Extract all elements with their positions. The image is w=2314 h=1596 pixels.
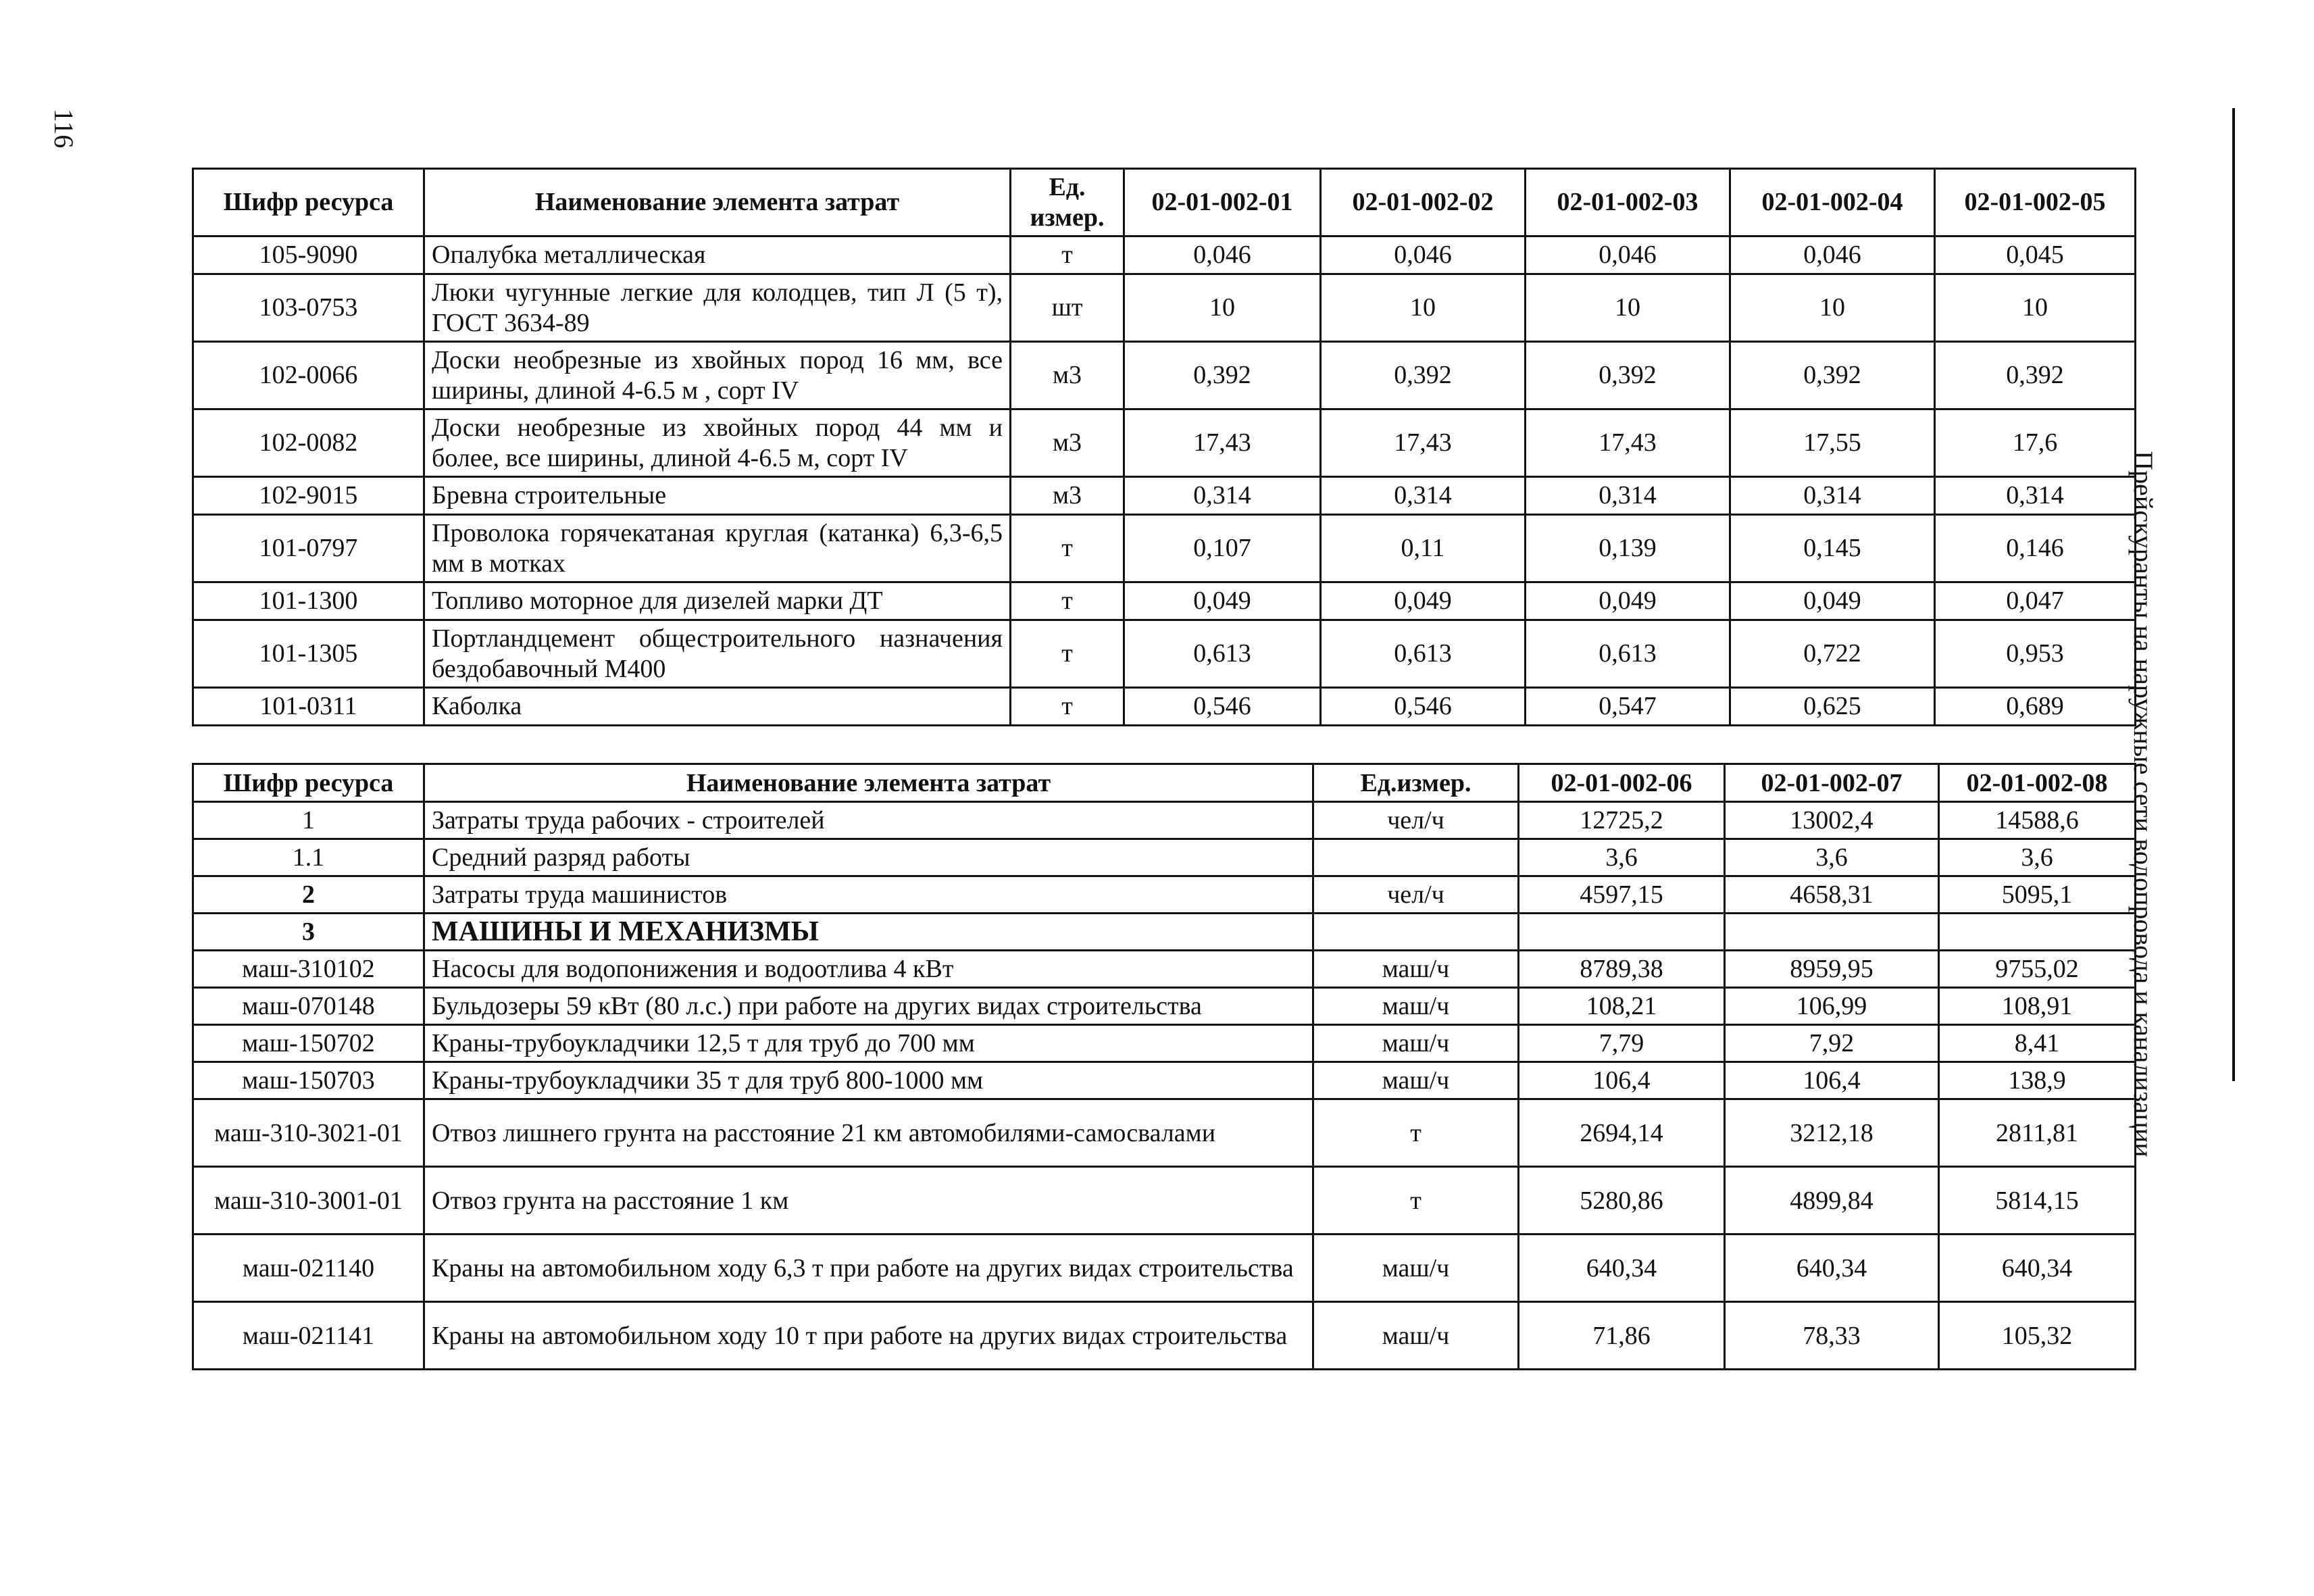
value-cell: 4899,84: [1725, 1167, 1939, 1235]
resource-code-cell: маш-070148: [193, 988, 424, 1025]
value-cell: 5095,1: [1939, 876, 2136, 914]
value-cell: [1939, 914, 2136, 951]
header-cell: 02-01-002-01: [1124, 169, 1321, 236]
resource-name-cell: Опалубка металлическая: [424, 236, 1011, 274]
resource-name-cell: Затраты труда рабочих - строителей: [424, 802, 1313, 839]
header-cell: Шифр ресурса: [193, 169, 424, 236]
value-cell: 17,6: [1935, 409, 2136, 477]
value-cell: 0,046: [1124, 236, 1321, 274]
value-cell: 2811,81: [1939, 1099, 2136, 1167]
value-cell: 0,049: [1124, 582, 1321, 620]
section-row: [193, 914, 2136, 951]
resource-code-cell: 1: [193, 802, 424, 839]
value-cell: 0,314: [1124, 477, 1321, 515]
value-cell: 105,32: [1939, 1302, 2136, 1370]
resource-code-cell: 2: [193, 876, 424, 914]
value-cell: 2694,14: [1519, 1099, 1725, 1167]
unit-cell: [1313, 839, 1519, 876]
header-cell: Ед.измер.: [1313, 764, 1519, 802]
value-cell: [1519, 914, 1725, 951]
resource-name-cell: Средний разряд работы: [424, 839, 1313, 876]
resource-code-cell: 105-9090: [193, 236, 424, 274]
value-cell: 0,314: [1730, 477, 1935, 515]
value-cell: 78,33: [1725, 1302, 1939, 1370]
value-cell: 8,41: [1939, 1025, 2136, 1062]
header-cell: 02-01-002-03: [1526, 169, 1730, 236]
resource-code-cell: 3: [193, 914, 424, 951]
table-header-row: [193, 169, 2136, 236]
table-row: [193, 477, 2136, 515]
unit-cell: маш/ч: [1313, 988, 1519, 1025]
value-cell: 0,046: [1526, 236, 1730, 274]
header-cell: Шифр ресурса: [193, 764, 424, 802]
header-cell: 02-01-002-06: [1519, 764, 1725, 802]
value-cell: 0,392: [1935, 342, 2136, 409]
value-cell: 14588,6: [1939, 802, 2136, 839]
value-cell: 71,86: [1519, 1302, 1725, 1370]
resource-name-cell: Портландцемент общестроительного назначения бездобавочный М400: [424, 620, 1011, 688]
table-row: [193, 951, 2136, 988]
header-cell: 02-01-002-04: [1730, 169, 1935, 236]
table-row: [193, 342, 2136, 409]
unit-cell: маш/ч: [1313, 1302, 1519, 1370]
value-cell: 106,4: [1519, 1062, 1725, 1099]
value-cell: 12725,2: [1519, 802, 1725, 839]
value-cell: 8959,95: [1725, 951, 1939, 988]
resource-code-cell: маш-310-3021-01: [193, 1099, 424, 1167]
resource-code-cell: 102-0066: [193, 342, 424, 409]
value-cell: 0,107: [1124, 515, 1321, 582]
value-cell: 0,613: [1526, 620, 1730, 688]
table-row: [193, 582, 2136, 620]
table-row: [193, 1025, 2136, 1062]
unit-cell: т: [1011, 515, 1124, 582]
value-cell: 640,34: [1725, 1235, 1939, 1302]
resource-name-cell: Бревна строительные: [424, 477, 1011, 515]
value-cell: 5814,15: [1939, 1167, 2136, 1235]
value-cell: 17,43: [1321, 409, 1526, 477]
resource-name-cell: Проволока горячекатаная круглая (катанка) 6,3-6,5 мм в мотках: [424, 515, 1011, 582]
value-cell: [1725, 914, 1939, 951]
table-row: [193, 236, 2136, 274]
resource-name-cell: Отвоз лишнего грунта на расстояние 21 км автомобилями-самосвалами: [424, 1099, 1313, 1167]
resource-code-cell: 103-0753: [193, 274, 424, 342]
value-cell: 0,046: [1321, 236, 1526, 274]
value-cell: 0,613: [1124, 620, 1321, 688]
resource-code-cell: 101-0797: [193, 515, 424, 582]
value-cell: 0,049: [1730, 582, 1935, 620]
resource-name-cell: Каболка: [424, 688, 1011, 726]
value-cell: 0,145: [1730, 515, 1935, 582]
running-title: Прейскуранты на наружные сети водопровода и канализации: [2128, 451, 2159, 1157]
table-row: [193, 1062, 2136, 1099]
value-cell: 138,9: [1939, 1062, 2136, 1099]
value-cell: 3212,18: [1725, 1099, 1939, 1167]
value-cell: 10: [1526, 274, 1730, 342]
value-cell: 17,43: [1124, 409, 1321, 477]
value-cell: 7,79: [1519, 1025, 1725, 1062]
table-row: [193, 876, 2136, 914]
resource-name-cell: Отвоз грунта на расстояние 1 км: [424, 1167, 1313, 1235]
header-cell: 02-01-002-08: [1939, 764, 2136, 802]
value-cell: 0,049: [1321, 582, 1526, 620]
value-cell: 108,91: [1939, 988, 2136, 1025]
value-cell: 0,314: [1321, 477, 1526, 515]
table-row: [193, 274, 2136, 342]
value-cell: 0,314: [1935, 477, 2136, 515]
value-cell: 17,55: [1730, 409, 1935, 477]
section-title: МАШИНЫ И МЕХАНИЗМЫ: [424, 914, 1313, 951]
unit-cell: чел/ч: [1313, 876, 1519, 914]
unit-cell: маш/ч: [1313, 1235, 1519, 1302]
table-row: [193, 1302, 2136, 1370]
unit-cell: маш/ч: [1313, 951, 1519, 988]
value-cell: 17,43: [1526, 409, 1730, 477]
resource-name-cell: Люки чугунные легкие для колодцев, тип Л (5 т), ГОСТ 3634-89: [424, 274, 1011, 342]
value-cell: 0,546: [1321, 688, 1526, 726]
header-cell: Наименование элемента затрат: [424, 169, 1011, 236]
value-cell: 0,047: [1935, 582, 2136, 620]
value-cell: 0,689: [1935, 688, 2136, 726]
value-cell: 0,625: [1730, 688, 1935, 726]
unit-cell: т: [1011, 582, 1124, 620]
resource-name-cell: Насосы для водопонижения и водоотлива 4 кВт: [424, 951, 1313, 988]
value-cell: 106,99: [1725, 988, 1939, 1025]
resource-name-cell: Краны-трубоукладчики 12,5 т для труб до 700 мм: [424, 1025, 1313, 1062]
resource-code-cell: 101-0311: [193, 688, 424, 726]
unit-cell: т: [1011, 620, 1124, 688]
unit-cell: маш/ч: [1313, 1062, 1519, 1099]
value-cell: 0,392: [1321, 342, 1526, 409]
value-cell: 108,21: [1519, 988, 1725, 1025]
value-cell: 13002,4: [1725, 802, 1939, 839]
unit-cell: шт: [1011, 274, 1124, 342]
value-cell: 10: [1935, 274, 2136, 342]
value-cell: 5280,86: [1519, 1167, 1725, 1235]
value-cell: 10: [1321, 274, 1526, 342]
resource-name-cell: Доски необрезные из хвойных пород 16 мм, все ширины, длиной 4-6.5 м , сорт IV: [424, 342, 1011, 409]
value-cell: 106,4: [1725, 1062, 1939, 1099]
value-cell: 10: [1124, 274, 1321, 342]
table-row: [193, 620, 2136, 688]
value-cell: 7,92: [1725, 1025, 1939, 1062]
value-cell: 0,546: [1124, 688, 1321, 726]
value-cell: 640,34: [1939, 1235, 2136, 1302]
unit-cell: т: [1313, 1167, 1519, 1235]
header-cell: Наименование элемента затрат: [424, 764, 1313, 802]
resource-name-cell: Топливо моторное для дизелей марки ДТ: [424, 582, 1011, 620]
table-row: [193, 988, 2136, 1025]
value-cell: 0,392: [1730, 342, 1935, 409]
table-row: [193, 688, 2136, 726]
resource-name-cell: Доски необрезные из хвойных пород 44 мм и более, все ширины, длиной 4-6.5 м, сорт IV: [424, 409, 1011, 477]
value-cell: 0,049: [1526, 582, 1730, 620]
header-cell: 02-01-002-02: [1321, 169, 1526, 236]
value-cell: 4658,31: [1725, 876, 1939, 914]
unit-cell: т: [1011, 688, 1124, 726]
value-cell: 0,722: [1730, 620, 1935, 688]
resource-code-cell: маш-150703: [193, 1062, 424, 1099]
unit-cell: чел/ч: [1313, 802, 1519, 839]
value-cell: 3,6: [1519, 839, 1725, 876]
side-rule: [2232, 108, 2235, 1081]
resource-code-cell: 102-0082: [193, 409, 424, 477]
table-row: [193, 409, 2136, 477]
value-cell: 10: [1730, 274, 1935, 342]
unit-cell: т: [1011, 236, 1124, 274]
resource-code-cell: 102-9015: [193, 477, 424, 515]
unit-cell: м3: [1011, 477, 1124, 515]
value-cell: 0,139: [1526, 515, 1730, 582]
unit-cell: маш/ч: [1313, 1025, 1519, 1062]
unit-cell: м3: [1011, 409, 1124, 477]
resource-code-cell: маш-021140: [193, 1235, 424, 1302]
value-cell: 0,045: [1935, 236, 2136, 274]
value-cell: 9755,02: [1939, 951, 2136, 988]
header-cell: Ед. измер.: [1011, 169, 1124, 236]
unit-cell: т: [1313, 1099, 1519, 1167]
resource-name-cell: Краны-трубоукладчики 35 т для труб 800-1000 мм: [424, 1062, 1313, 1099]
value-cell: 3,6: [1725, 839, 1939, 876]
value-cell: 0,547: [1526, 688, 1730, 726]
resource-code-cell: маш-150702: [193, 1025, 424, 1062]
header-cell: 02-01-002-07: [1725, 764, 1939, 802]
page-number: 116: [49, 108, 79, 149]
resource-name-cell: Затраты труда машинистов: [424, 876, 1313, 914]
table-row: [193, 1167, 2136, 1235]
resource-code-cell: 101-1305: [193, 620, 424, 688]
resource-code-cell: 1.1: [193, 839, 424, 876]
resource-code-cell: маш-310-3001-01: [193, 1167, 424, 1235]
value-cell: 0,613: [1321, 620, 1526, 688]
value-cell: 4597,15: [1519, 876, 1725, 914]
resource-code-cell: 101-1300: [193, 582, 424, 620]
value-cell: 640,34: [1519, 1235, 1725, 1302]
unit-cell: [1313, 914, 1519, 951]
table-row: [193, 1235, 2136, 1302]
resource-code-cell: маш-021141: [193, 1302, 424, 1370]
header-cell: 02-01-002-05: [1935, 169, 2136, 236]
price-table-1: [192, 168, 2136, 726]
table-row: [193, 515, 2136, 582]
value-cell: 0,314: [1526, 477, 1730, 515]
value-cell: 0,11: [1321, 515, 1526, 582]
table-header-row: [193, 764, 2136, 802]
table-row: [193, 802, 2136, 839]
value-cell: 0,392: [1526, 342, 1730, 409]
resource-name-cell: Бульдозеры 59 кВт (80 л.с.) при работе на других видах строительства: [424, 988, 1313, 1025]
value-cell: 0,953: [1935, 620, 2136, 688]
value-cell: 8789,38: [1519, 951, 1725, 988]
resource-name-cell: Краны на автомобильном ходу 6,3 т при работе на других видах строительства: [424, 1235, 1313, 1302]
resource-code-cell: маш-310102: [193, 951, 424, 988]
unit-cell: м3: [1011, 342, 1124, 409]
value-cell: 0,392: [1124, 342, 1321, 409]
value-cell: 0,046: [1730, 236, 1935, 274]
value-cell: 3,6: [1939, 839, 2136, 876]
value-cell: 0,146: [1935, 515, 2136, 582]
table-row: [193, 1099, 2136, 1167]
table-row: [193, 839, 2136, 876]
resource-name-cell: Краны на автомобильном ходу 10 т при работе на других видах строительства: [424, 1302, 1313, 1370]
price-table-2: [192, 763, 2136, 1370]
